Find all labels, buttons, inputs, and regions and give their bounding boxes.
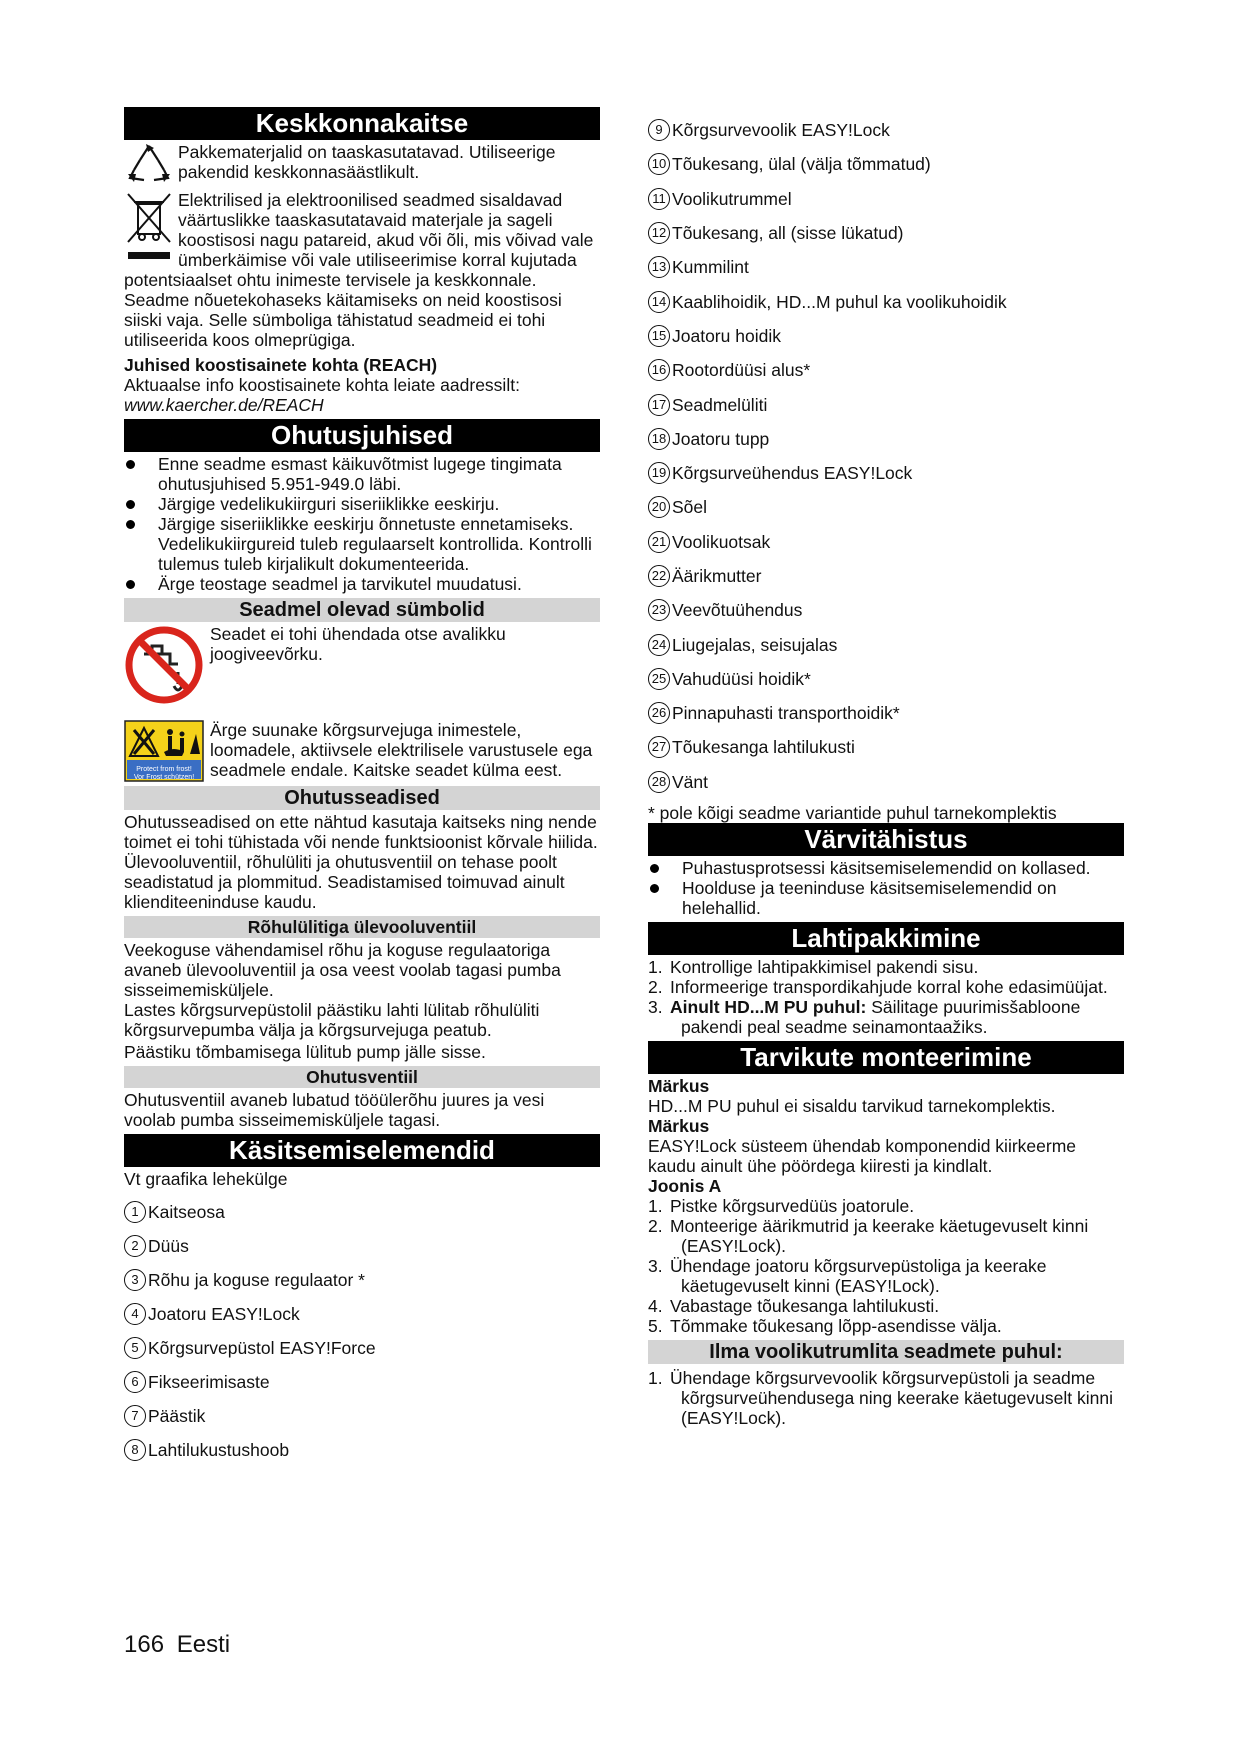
list-item	[648, 147, 1124, 181]
list-item	[124, 1433, 600, 1467]
number-badge: 1	[124, 1201, 146, 1223]
item-label: Tõukesang, all (sisse lükatud)	[672, 223, 904, 244]
item-label: Kaablihoidik, HD...M puhul ka voolikuhoidik	[672, 291, 1007, 312]
step-text: Kontrollige lahtipakkimisel pakendi sisu.	[670, 956, 979, 977]
number-badge: 12	[648, 222, 670, 244]
step-number: 1.	[648, 956, 663, 977]
list-item: Enne seadme esmast käikuvõtmist lugege tingimata ohutusjuhised 5.951-949.0 läbi.	[124, 454, 600, 494]
number-badge: 15	[648, 325, 670, 347]
item-label: Rõhu ja koguse regulaator *	[148, 1270, 365, 1290]
list-item	[124, 1229, 600, 1263]
step-number: 5.	[648, 1315, 663, 1336]
item-label: Veevõtuühendus	[672, 600, 803, 621]
step-text: Pistke kõrgsurvedüüs joatorule.	[670, 1195, 915, 1216]
item-label: Kummilint	[672, 257, 749, 278]
number-badge: 28	[648, 771, 670, 793]
list-item	[648, 977, 1124, 997]
packaging-text: Pakkematerjalid on taaskasutatavad. Utiliseerige pakendid keskkonnasäästlikult.	[178, 142, 556, 182]
step-number: 2.	[648, 1215, 663, 1236]
controls-intro: Vt graafika lehekülge	[124, 1169, 288, 1189]
left-column	[124, 107, 600, 1467]
number-badge: 27	[648, 736, 670, 758]
recycling-icon	[124, 142, 176, 190]
page-number: 166	[124, 1631, 165, 1658]
item-label: Joatoru tupp	[672, 428, 770, 449]
number-badge: 9	[648, 119, 670, 141]
item-label: Tõukesang, ülal (välja tõmmatud)	[672, 154, 931, 175]
reach-heading: Juhised koostisainete kohta (REACH)	[124, 355, 438, 375]
list-item	[648, 1256, 1124, 1296]
subsection-title-symbols: Seadmel olevad sümbolid	[124, 598, 600, 622]
number-badge: 14	[648, 291, 670, 313]
list-item: Puhastusprotsessi käsitsemiselemendid on kollased.	[648, 858, 1124, 878]
list-item	[648, 765, 1124, 799]
note-heading: Märkus	[648, 1115, 710, 1136]
item-label: Joatoru hoidik	[672, 325, 781, 346]
step-text: Informeerige transpordikahjude korral kohe edasimüüjat.	[670, 976, 1108, 997]
section-title-colour-coding: Värvitähistus	[648, 823, 1124, 856]
item-label: Voolikuotsak	[672, 531, 771, 552]
list-item	[648, 250, 1124, 284]
step-bold-text: Ainult HD...M PU puhul:	[670, 996, 867, 1017]
number-badge: 13	[648, 256, 670, 278]
number-badge: 11	[648, 188, 670, 210]
number-badge: 17	[648, 394, 670, 416]
reach-text: Aktuaalse info koostisainete kohta leiate aadressilt:	[124, 375, 520, 395]
item-label: Päästik	[148, 1406, 206, 1426]
list-item	[124, 1263, 600, 1297]
section-title-unpacking: Lahtipakkimine	[648, 922, 1124, 955]
number-badge: 25	[648, 668, 670, 690]
right-column	[648, 113, 1124, 1428]
list-item	[648, 627, 1124, 661]
item-label: Liugejalas, seisujalas	[672, 634, 838, 655]
figure-heading: Joonis A	[648, 1175, 722, 1196]
list-item	[648, 216, 1124, 250]
overflow-text-1: Veekoguse vähendamisel rõhu ja koguse regulaatoriga avaneb ülevooluventiil ja osa veest voolab tagasi pumba sisseimemisküljele.	[124, 940, 561, 1000]
list-item	[648, 957, 1124, 977]
number-badge: 21	[648, 531, 670, 553]
item-label: Kõrgsurvepüstol EASY!Force	[148, 1338, 376, 1358]
mount-steps	[648, 1196, 1124, 1336]
list-item	[648, 593, 1124, 627]
list-item	[648, 525, 1124, 559]
list-item	[124, 1297, 600, 1331]
step-text: Ühendage joatoru kõrgsurvepüstoliga ja keerake käetugevuselt kinni (EASY!Lock).	[670, 1255, 1047, 1296]
item-label: Fikseerimisaste	[148, 1372, 270, 1392]
step-number: 3.	[648, 996, 663, 1017]
list-item: Järgige siseriiklikke eeskirju õnnetuste ennetamiseks. Vedelikukiirgureid tuleb regulaarselt kontrollida. Kontrolli tulemus tuleb kirjalikult dokumenteerida.	[124, 514, 600, 574]
number-badge: 6	[124, 1371, 146, 1393]
language-label: Eesti	[176, 1631, 231, 1658]
item-label: Vahudüüsi hoidik*	[672, 668, 811, 689]
section-title-controls: Käsitsemiselemendid	[124, 1134, 600, 1167]
weee-block	[124, 190, 600, 350]
list-item: Järgige vedelikukiirguri siseriiklikke eeskirju.	[124, 494, 600, 514]
devices-text-2: Ülevooluventiil, rõhulüliti ja ohutusventiil on tehase poolt seadistatud ja plommitud. Seadistamised toimuvad ainult klienditeeninduse kaudu.	[124, 852, 565, 912]
item-label: Kaitseosa	[148, 1202, 225, 1222]
step-text: Ühendage kõrgsurvevoolik kõrgsurvepüstoli ja seadme kõrgsurveühendusega ning keerake käetugevuselt kinni (EASY!Lock).	[670, 1367, 1113, 1428]
unpack-steps	[648, 957, 1124, 1037]
step-text: Monteerige äärikmutrid ja keerake käetugevuselt kinni (EASY!Lock).	[670, 1215, 1089, 1256]
jet-warning-block	[124, 720, 600, 782]
controls-list	[124, 1195, 600, 1467]
list-item	[648, 182, 1124, 216]
number-badge: 26	[648, 702, 670, 724]
item-label: Lahtilukustushoob	[148, 1440, 290, 1460]
section-title-environment: Keskkonnakaitse	[124, 107, 600, 140]
high-pressure-warning-icon	[124, 720, 206, 782]
list-item	[648, 1296, 1124, 1316]
subsection-title-safety-valve: Ohutusventiil	[124, 1066, 600, 1088]
number-badge: 18	[648, 428, 670, 450]
item-label: Vänt	[672, 771, 708, 792]
list-item	[648, 1216, 1124, 1256]
list-item: Hoolduse ja teeninduse käsitsemiselemendid on helehallid.	[648, 878, 1124, 918]
number-badge: 19	[648, 462, 670, 484]
list-item	[648, 730, 1124, 764]
overflow-text-3: Päästiku tõmbamisega lülitub pump jälle sisse.	[124, 1042, 486, 1062]
list-item	[648, 997, 1124, 1037]
item-label: Kõrgsurvevoolik EASY!Lock	[672, 120, 890, 141]
list-item	[648, 387, 1124, 421]
step-text: Säilitage puurimisšabloone pakendi peal seadme seinamontaažiks.	[681, 996, 1081, 1037]
step-number: 4.	[648, 1295, 663, 1316]
item-label: Düüs	[148, 1236, 189, 1256]
reach-url: www.kaercher.de/REACH	[124, 395, 324, 415]
subsection-title-no-reel: Ilma voolikutrumlita seadmete puhul:	[648, 1340, 1124, 1364]
list-item	[648, 113, 1124, 147]
note-text: EASY!Lock süsteem ühendab komponendid kiirkeerme kaudu ainult ühe pöördega kiiresti ja kindlalt.	[648, 1135, 1077, 1176]
number-badge: 8	[124, 1439, 146, 1461]
list-item	[124, 1331, 600, 1365]
list-item	[648, 1368, 1124, 1428]
jet-warning-text: Ärge suunake kõrgsurvejuga inimestele, loomadele, aktiivsele elektrilisele varustusele ega seadmele endale. Kaitske seadet külma eest.	[210, 720, 593, 780]
number-badge: 16	[648, 359, 670, 381]
step-number: 1.	[648, 1367, 663, 1388]
item-label: Voolikutrummel	[672, 188, 792, 209]
list-item	[648, 559, 1124, 593]
list-item: Ärge teostage seadmel ja tarvikutel muudatusi.	[124, 574, 600, 594]
safety-valve-text: Ohutusventiil avaneb lubatud tööülerõhu juures ja vesi voolab pumba sisseimemisküljele tagasi.	[124, 1090, 545, 1130]
item-label: Tõukesanga lahtilukusti	[672, 737, 855, 758]
item-label: Rootordüüsi alus*	[672, 360, 811, 381]
no-drinking-water-block	[124, 624, 600, 710]
number-badge: 22	[648, 565, 670, 587]
step-text: Tõmmake tõukesang lõpp-asendisse välja.	[670, 1315, 1002, 1336]
item-label: Joatoru EASY!Lock	[148, 1304, 300, 1324]
list-item	[124, 1195, 600, 1229]
list-item	[648, 1316, 1124, 1336]
list-item	[648, 662, 1124, 696]
electrical-text: Elektrilised ja elektroonilised seadmed sisaldavad väärtuslikke taaskasutatavaid materjale ja sageli koostisosi nagu patareid, akud või õli, mis võivad vale ümberkäimise või vale utiliseerimise korral kujutada potentsiaalset ohtu inimeste tervisele ja keskkonnale. Seadme nõuetekohaseks käitamiseks on neid koostisosi siiski vaja. Selle sümboliga tähistatud seadmeid ei tohi utiliseerida koos olmeprügiga.	[124, 190, 594, 350]
list-item	[648, 696, 1124, 730]
item-label: Seadmelüliti	[672, 394, 768, 415]
list-item	[124, 1365, 600, 1399]
no-reel-steps	[648, 1368, 1124, 1428]
sign-caption-line: Vor Frost schützen!	[133, 774, 195, 781]
item-label: Kõrgsurveühendus EASY!Lock	[672, 463, 913, 484]
step-number: 2.	[648, 976, 663, 997]
devices-text-1: Ohutusseadised on ette nähtud kasutaja kaitseks ning nende toimet ei tohi tühistada või nende funktsioonist kõrvale hiilida.	[124, 812, 598, 852]
list-item	[648, 490, 1124, 524]
step-number: 1.	[648, 1195, 663, 1216]
number-badge: 10	[648, 153, 670, 175]
step-text: Vabastage tõukesanga lahtilukusti.	[670, 1295, 940, 1316]
number-badge: 7	[124, 1405, 146, 1427]
step-number: 3.	[648, 1255, 663, 1276]
item-label: Äärikmutter	[672, 566, 762, 586]
subsection-title-safety-devices: Ohutusseadised	[124, 786, 600, 810]
list-item	[648, 353, 1124, 387]
subsection-title-overflow-valve: Rõhulülitiga ülevooluventiil	[124, 916, 600, 938]
list-item	[124, 1399, 600, 1433]
overflow-text-2: Lastes kõrgsurvepüstolil päästiku lahti lülitab rõhulüliti kõrgsurvepumba välja ja kõrgsurvejuga peatub.	[124, 1000, 540, 1040]
list-item	[648, 422, 1124, 456]
section-title-mounting: Tarvikute monteerimine	[648, 1041, 1124, 1074]
footnote: * pole kõigi seadme variantide puhul tarnekomplektis	[648, 802, 1057, 823]
note-heading: Märkus	[648, 1075, 710, 1096]
number-badge: 3	[124, 1269, 146, 1291]
note-text: HD...M PU puhul ei sisaldu tarvikud tarnekomplektis.	[648, 1095, 1056, 1116]
no-drinking-water-connection-icon	[124, 624, 206, 710]
no-drinking-water-text: Seadet ei tohi ühendada otse avalikku joogiveevõrku.	[210, 624, 506, 664]
item-label: Sõel	[672, 497, 708, 518]
crossed-bin-icon	[124, 190, 176, 270]
page-footer	[124, 1631, 231, 1658]
number-badge: 20	[648, 496, 670, 518]
safety-list	[124, 454, 600, 594]
list-item	[648, 319, 1124, 353]
list-item	[648, 1196, 1124, 1216]
list-item	[648, 284, 1124, 318]
colour-list	[648, 858, 1124, 918]
number-badge: 23	[648, 599, 670, 621]
number-badge: 4	[124, 1303, 146, 1325]
sign-caption-line: Protect from frost!	[136, 766, 192, 773]
number-badge: 2	[124, 1235, 146, 1257]
number-badge: 5	[124, 1337, 146, 1359]
list-item	[648, 456, 1124, 490]
section-title-safety: Ohutusjuhised	[124, 419, 600, 452]
recycling-block	[124, 142, 600, 190]
number-badge: 24	[648, 634, 670, 656]
item-label: Pinnapuhasti transporthoidik*	[672, 703, 900, 724]
controls-list-continued	[648, 113, 1124, 799]
